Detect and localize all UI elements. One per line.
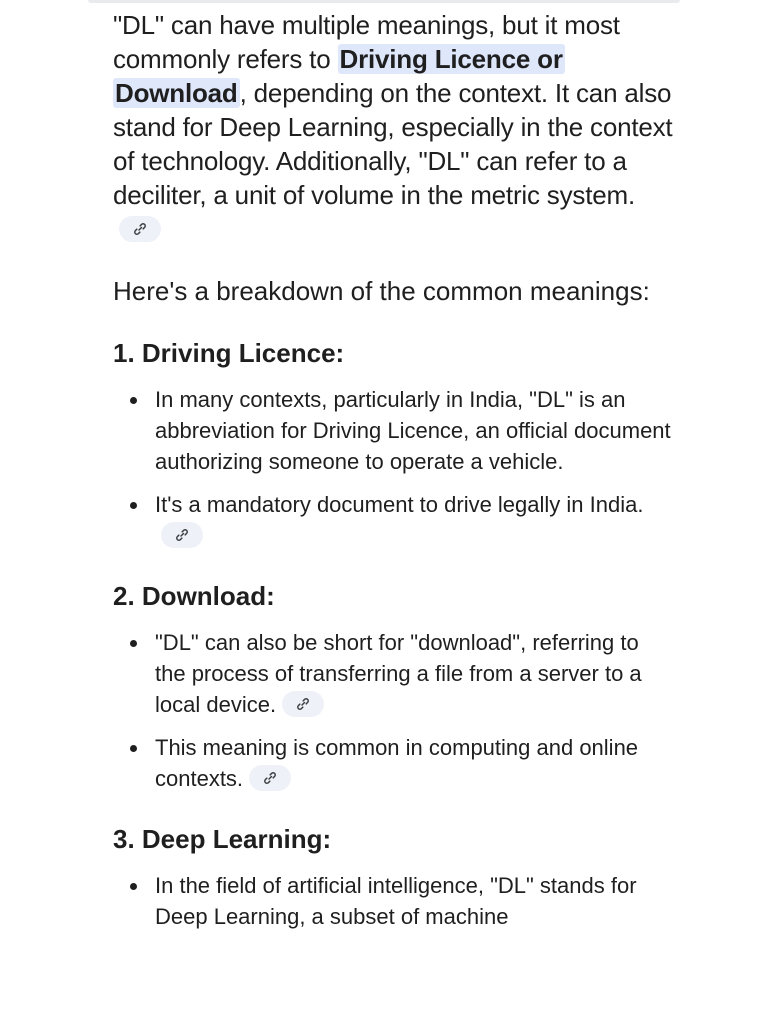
download-list — [113, 627, 673, 794]
list-item-text: "DL" can also be short for "download", referring to the process of transferring a file from a server to a local device. — [155, 630, 642, 717]
intro-text-after: , depending on the context. It can also stand for Deep Learning, especially in the context of technology. Additionally, "DL" can refer to a deciliter, a unit of volume in the metric system. — [113, 78, 673, 210]
link-icon — [263, 771, 277, 785]
driving-licence-list — [113, 384, 673, 551]
list-item — [113, 627, 673, 720]
intro-paragraph — [113, 8, 673, 246]
list-item — [113, 384, 673, 477]
list-item-text: In the field of artificial intelligence, "DL" stands for Deep Learning, a subset of machine — [155, 873, 637, 929]
list-item — [113, 732, 673, 794]
intro-text-before: "DL" can have multiple meanings, but it most commonly refers to — [113, 10, 620, 74]
list-item — [113, 870, 673, 932]
source-link-chip[interactable] — [249, 765, 291, 791]
list-item-text: In many contexts, particularly in India, "DL" is an abbreviation for Driving Licence, an official document authorizing someone to operate a vehicle. — [155, 387, 671, 474]
link-icon — [296, 697, 310, 711]
card-top-edge — [88, 0, 680, 3]
source-link-chip[interactable] — [119, 216, 161, 242]
breakdown-intro: Here's a breakdown of the common meanings: — [113, 276, 650, 306]
list-item — [113, 489, 673, 551]
list-item-text: This meaning is common in computing and online contexts. — [155, 735, 639, 791]
link-icon — [175, 528, 189, 542]
source-link-chip[interactable] — [161, 522, 203, 548]
section-title-deep-learning: 3. Deep Learning: — [113, 824, 332, 854]
highlighted-answer: Driving Licence or Download — [115, 44, 563, 108]
section-title-driving-licence: 1. Driving Licence: — [113, 338, 345, 368]
link-icon — [133, 222, 147, 236]
list-item-text: It's a mandatory document to drive legally in India. — [155, 492, 644, 517]
deep-learning-list — [113, 870, 673, 932]
section-title-download: 2. Download: — [113, 581, 275, 611]
source-link-chip[interactable] — [282, 691, 324, 717]
response-content — [113, 8, 673, 944]
